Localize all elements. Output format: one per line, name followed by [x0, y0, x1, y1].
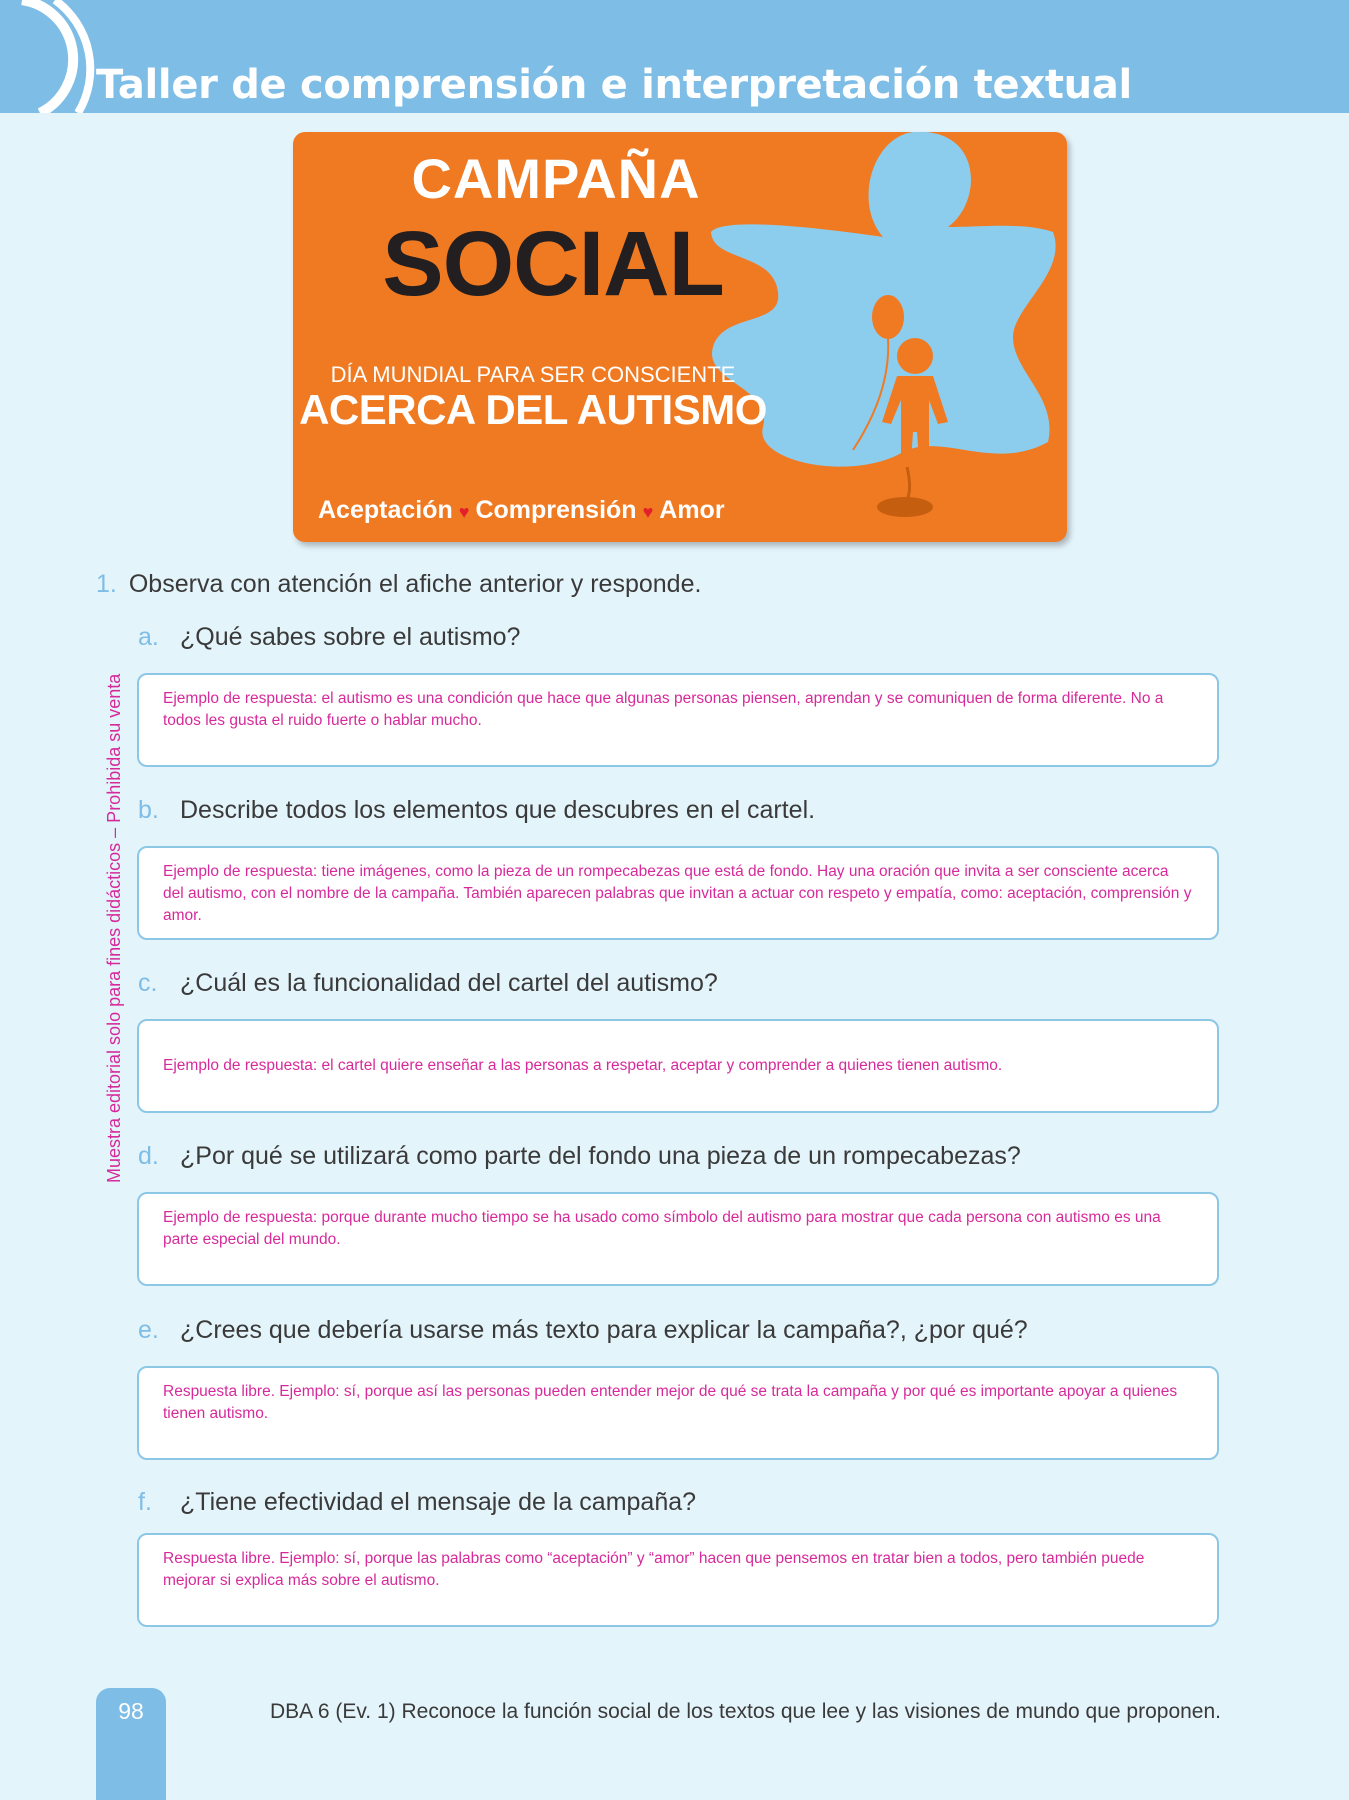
heart-icon: ♥	[458, 502, 470, 522]
side-disclaimer: Muestra editorial solo para fines didácticos – Prohibida su venta	[104, 673, 124, 1183]
heart-icon: ♥	[642, 502, 654, 522]
poster-value-acceptance: Aceptación	[318, 496, 453, 524]
question-c	[138, 969, 718, 998]
question-text: ¿Tiene efectividad el mensaje de la campaña?	[180, 1488, 697, 1516]
page-title: Taller de comprensión e interpretación textual	[96, 62, 1132, 108]
poster-headline: ACERCA DEL AUTISMO	[299, 386, 767, 433]
question-a	[138, 623, 520, 652]
question-text: Describe todos los elementos que descubres en el cartel.	[180, 796, 816, 824]
answer-text: Respuesta libre. Ejemplo: sí, porque así las personas pueden entender mejor de qué se trata la campaña y por qué es importante apoyar a quienes tienen autismo.	[163, 1383, 1178, 1422]
poster-values	[318, 496, 725, 525]
answer-text: Ejemplo de respuesta: el cartel quiere enseñar a las personas a respetar, aceptar y comprender a quienes tienen autismo.	[163, 1057, 1003, 1074]
activity-instruction	[96, 570, 701, 599]
question-letter: d.	[138, 1142, 159, 1170]
answer-text: Ejemplo de respuesta: porque durante mucho tiempo se ha usado como símbolo del autismo para mostrar que cada persona con autismo es una parte especial del mundo.	[163, 1209, 1161, 1248]
question-letter: e.	[138, 1316, 159, 1344]
activity-instruction-text: Observa con atención el afiche anterior y responde.	[128, 570, 702, 598]
answer-text: Respuesta libre. Ejemplo: sí, porque las palabras como “aceptación” y “amor” hacen que pensemos en tratar bien a todos, pero también puede mejorar si explica más sobre el autismo.	[163, 1550, 1145, 1589]
poster-value-comprehension: Comprensión	[475, 496, 637, 524]
answer-text: Ejemplo de respuesta: tiene imágenes, como la pieza de un rompecabezas que está de fondo. Hay una oración que invita a ser consciente acerca del autismo, con el nombre de la campaña. También aparecen palabras que invitan a actuar con respeto y empatía, como: aceptación, comprensión y amor.	[163, 863, 1192, 924]
question-text: ¿Cuál es la funcionalidad del cartel del autismo?	[180, 969, 718, 997]
answer-box-a[interactable]	[137, 673, 1219, 767]
question-e	[138, 1316, 1028, 1345]
answer-box-e[interactable]	[137, 1366, 1219, 1460]
question-letter: a.	[138, 623, 159, 651]
campaign-poster	[293, 132, 1067, 542]
question-letter: c.	[138, 969, 158, 997]
page-number: 98	[118, 1698, 144, 1724]
footer-dba-note: DBA 6 (Ev. 1) Reconoce la función social de los textos que lee y las visiones de mundo que proponen.	[269, 1700, 1221, 1723]
poster-campaign-word: CAMPAÑA	[411, 147, 701, 210]
question-letter: f.	[138, 1488, 152, 1516]
question-text: ¿Qué sabes sobre el autismo?	[180, 623, 521, 651]
question-text: ¿Crees que debería usarse más texto para explicar la campaña?, ¿por qué?	[180, 1316, 1028, 1344]
question-d	[138, 1142, 1021, 1171]
poster-value-love: Amor	[659, 496, 725, 524]
answer-box-b[interactable]	[137, 846, 1219, 940]
answer-box-f[interactable]	[137, 1533, 1219, 1627]
question-b	[138, 796, 815, 825]
poster-subtitle: DÍA MUNDIAL PARA SER CONSCIENTE	[330, 362, 736, 387]
activity-number: 1.	[96, 570, 117, 598]
question-letter: b.	[138, 796, 159, 824]
answer-text: Ejemplo de respuesta: el autismo es una condición que hace que algunas personas piensen, aprendan y se comuniquen de forma diferente. No a todos les gusta el ruido fuerte o hablar mucho.	[163, 690, 1164, 729]
answer-box-c[interactable]	[137, 1019, 1219, 1113]
poster-social-word: SOCIAL	[382, 213, 724, 315]
answer-box-d[interactable]	[137, 1192, 1219, 1286]
question-text: ¿Por qué se utilizará como parte del fondo una pieza de un rompecabezas?	[180, 1142, 1021, 1170]
question-f	[138, 1488, 696, 1517]
